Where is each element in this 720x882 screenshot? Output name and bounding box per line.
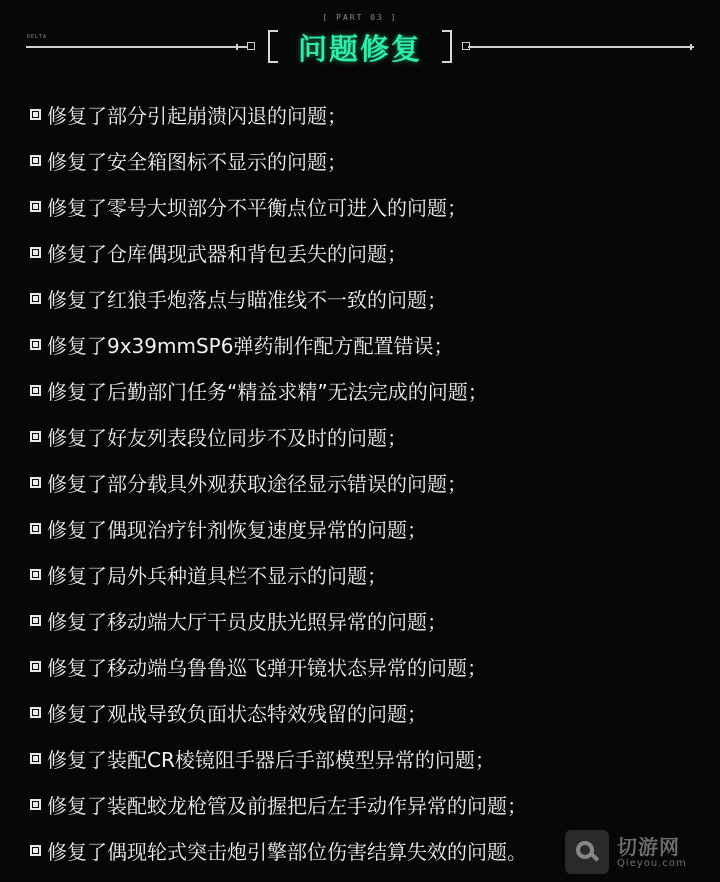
- list-item: [30, 644, 710, 690]
- watermark-logo-icon: [565, 830, 609, 874]
- list-item: [30, 183, 710, 229]
- bullet-icon: [30, 799, 41, 810]
- list-item: [30, 782, 710, 828]
- bullet-icon: [30, 431, 41, 442]
- bullet-icon: [30, 385, 41, 396]
- left-divider-line: [26, 46, 249, 48]
- watermark-name: 切游网: [617, 834, 680, 859]
- list-item-text: 修复了零号大坝部分不平衡点位可进入的问题；: [47, 195, 467, 220]
- bullet-icon: [30, 155, 41, 166]
- list-item-text: 修复了9x39mmSP6弹药制作配方配置错误；: [47, 333, 454, 358]
- list-item: [30, 690, 710, 736]
- bullet-icon: [30, 247, 41, 258]
- bullet-icon: [30, 477, 41, 488]
- left-bracket: [268, 30, 278, 63]
- list-item-text: 修复了移动端大厅干员皮肤光照异常的问题；: [47, 610, 447, 635]
- bullet-icon: [30, 661, 41, 672]
- bullet-icon: [30, 109, 41, 120]
- list-item: [30, 505, 710, 551]
- bullet-icon: [30, 753, 41, 764]
- list-item-text: 修复了部分载具外观获取途径显示错误的问题；: [47, 471, 467, 496]
- list-item-text: 修复了后勤部门任务“精益求精”无法完成的问题；: [47, 379, 488, 404]
- list-item: [30, 321, 710, 367]
- watermark-url: Qieyou.com: [617, 857, 687, 869]
- list-item: [30, 736, 710, 782]
- header: [0, 0, 720, 80]
- fix-list: [30, 91, 710, 874]
- page-title: 问题修复: [297, 32, 422, 66]
- right-divider-line: [468, 46, 694, 48]
- list-item: [30, 413, 710, 459]
- bullet-icon: [30, 339, 41, 350]
- list-item-text: 修复了部分引起崩溃闪退的问题；: [47, 103, 347, 128]
- list-item: [30, 275, 710, 321]
- list-item-text: 修复了局外兵种道具栏不显示的问题；: [47, 563, 387, 588]
- list-item-text: 修复了仓库偶现武器和背包丢失的问题；: [47, 241, 407, 266]
- list-item-text: 修复了装配蛟龙枪管及前握把后左手动作异常的问题；: [47, 794, 527, 819]
- right-bracket: [442, 30, 452, 63]
- list-item-text: 修复了观战导致负面状态特效残留的问题；: [47, 702, 427, 727]
- part-label: [ PART 03 ]: [322, 13, 398, 22]
- bullet-icon: [30, 293, 41, 304]
- right-divider-tick: [690, 44, 692, 50]
- left-tag: DELTA: [27, 34, 48, 40]
- list-item-text: 修复了好友列表段位同步不及时的问题；: [47, 425, 407, 450]
- bullet-icon: [30, 707, 41, 718]
- list-item: [30, 91, 710, 137]
- list-item-text: 修复了安全箱图标不显示的问题；: [47, 149, 347, 174]
- bullet-icon: [30, 569, 41, 580]
- list-item-text: 修复了偶现轮式突击炮引擎部位伤害结算失效的问题。: [47, 840, 527, 865]
- list-item: [30, 459, 710, 505]
- bullet-icon: [30, 615, 41, 626]
- bullet-icon: [30, 845, 41, 856]
- list-item: [30, 598, 710, 644]
- list-item: [30, 229, 710, 275]
- left-divider-tick: [236, 44, 238, 50]
- watermark: [565, 825, 715, 879]
- list-item: [30, 367, 710, 413]
- list-item-text: 修复了移动端乌鲁鲁巡飞弹开镜状态异常的问题；: [47, 656, 487, 681]
- watermark-text: [617, 836, 687, 869]
- bullet-icon: [30, 201, 41, 212]
- list-item: [30, 551, 710, 597]
- bullet-icon: [30, 523, 41, 534]
- list-item-text: 修复了装配CR棱镜阻手器后手部模型异常的问题；: [47, 748, 495, 773]
- list-item-text: 修复了偶现治疗针剂恢复速度异常的问题；: [47, 517, 427, 542]
- left-divider-cap: [247, 42, 255, 50]
- list-item-text: 修复了红狼手炮落点与瞄准线不一致的问题；: [47, 287, 447, 312]
- list-item: [30, 137, 710, 183]
